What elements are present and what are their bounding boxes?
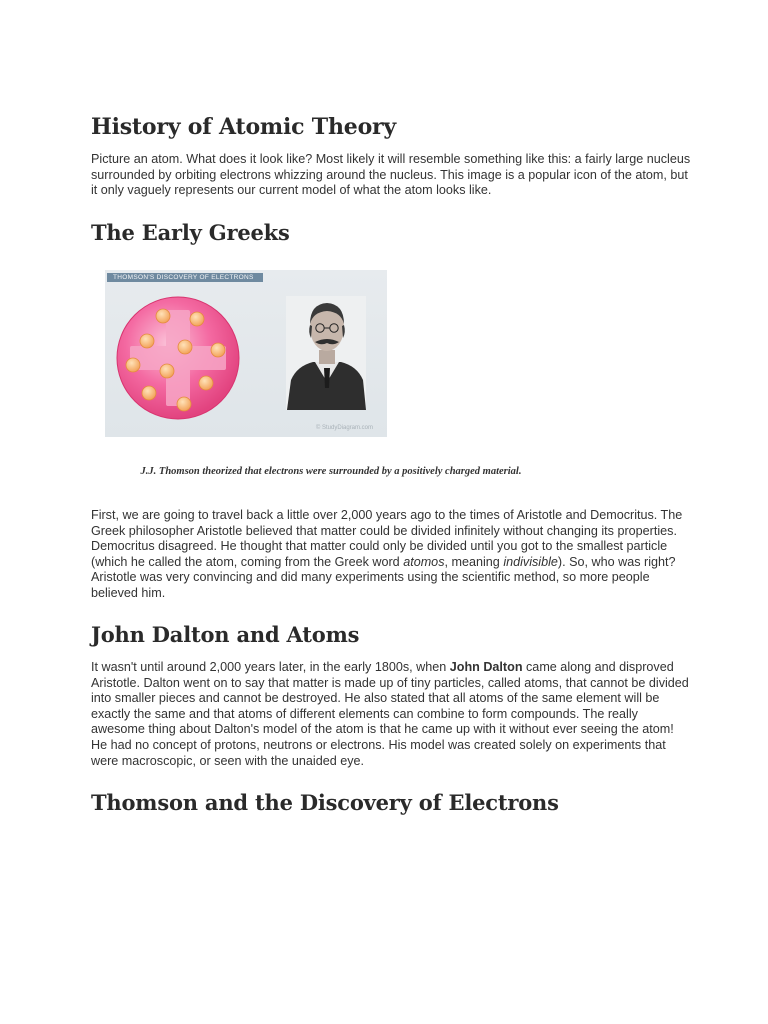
dalton-text-1: It wasn't until around 2,000 years later, in the early 1800s, when: [91, 660, 450, 674]
heading-early-greeks: The Early Greeks: [91, 220, 290, 245]
greeks-text-1: First, we are going to travel back a little over 2,000 years ago to the times of Aristotle and Democritus. The Greek philosopher Aristotle believed that matter could be divided infinitely without changing its properties. Democritus disagreed. He thought that matter could only be divided until you got to the smallest particle (which he called the atom, coming from the Greek word: [91, 508, 683, 569]
figure-caption: J.J. Thomson theorized that electrons were surrounded by a positively charged material.: [140, 466, 522, 477]
page-title: History of Atomic Theory: [91, 114, 397, 140]
greeks-text-2: , meaning: [444, 554, 504, 569]
greeks-term-atomos: atomos: [403, 554, 445, 569]
thomson-portrait: [286, 296, 366, 410]
heading-john-dalton: John Dalton and Atoms: [91, 622, 360, 647]
figure-banner: THOMSON'S DISCOVERY OF ELECTRONS: [107, 273, 263, 282]
greeks-text-3: ). So, who was right? Aristotle was very convincing and did many experiments using the scientific method, so more people believed him.: [91, 554, 676, 600]
intro-paragraph: Picture an atom. What does it look like? Most likely it will resemble something like this: a fairly large nucleus surrounded by orbiting electrons whizzing around the nucleus. This image is a popular icon of the atom, but it only vaguely represents our current model of what the atom looks like.: [91, 152, 691, 198]
heading-thomson: Thomson and the Discovery of Electrons: [91, 790, 559, 815]
dalton-text-2: came along and disproved Aristotle. Dalton went on to say that matter is made up of tiny particles, called atoms, that cannot be divided into smaller pieces and cannot be destroyed. He also stated that all atoms of the same element will be exactly the same and that atoms of different elements can combine to form compounds. The really awesome thing about Dalton's model of the atom is that he came up with it without ever seeing the atom! He had no concept of protons, neutrons or electrons. His model was created solely on experiments that were macroscopic, or seen with the unaided eye.: [91, 660, 689, 768]
thomson-figure: [105, 270, 387, 437]
greeks-paragraph: [91, 508, 691, 602]
dalton-paragraph: [91, 660, 691, 769]
figure-watermark: © StudyDiagram.com: [315, 425, 373, 431]
plum-pudding-illustration: [105, 270, 387, 437]
greeks-term-indivisible: indivisible: [503, 554, 558, 569]
dalton-name: John Dalton: [449, 660, 523, 674]
